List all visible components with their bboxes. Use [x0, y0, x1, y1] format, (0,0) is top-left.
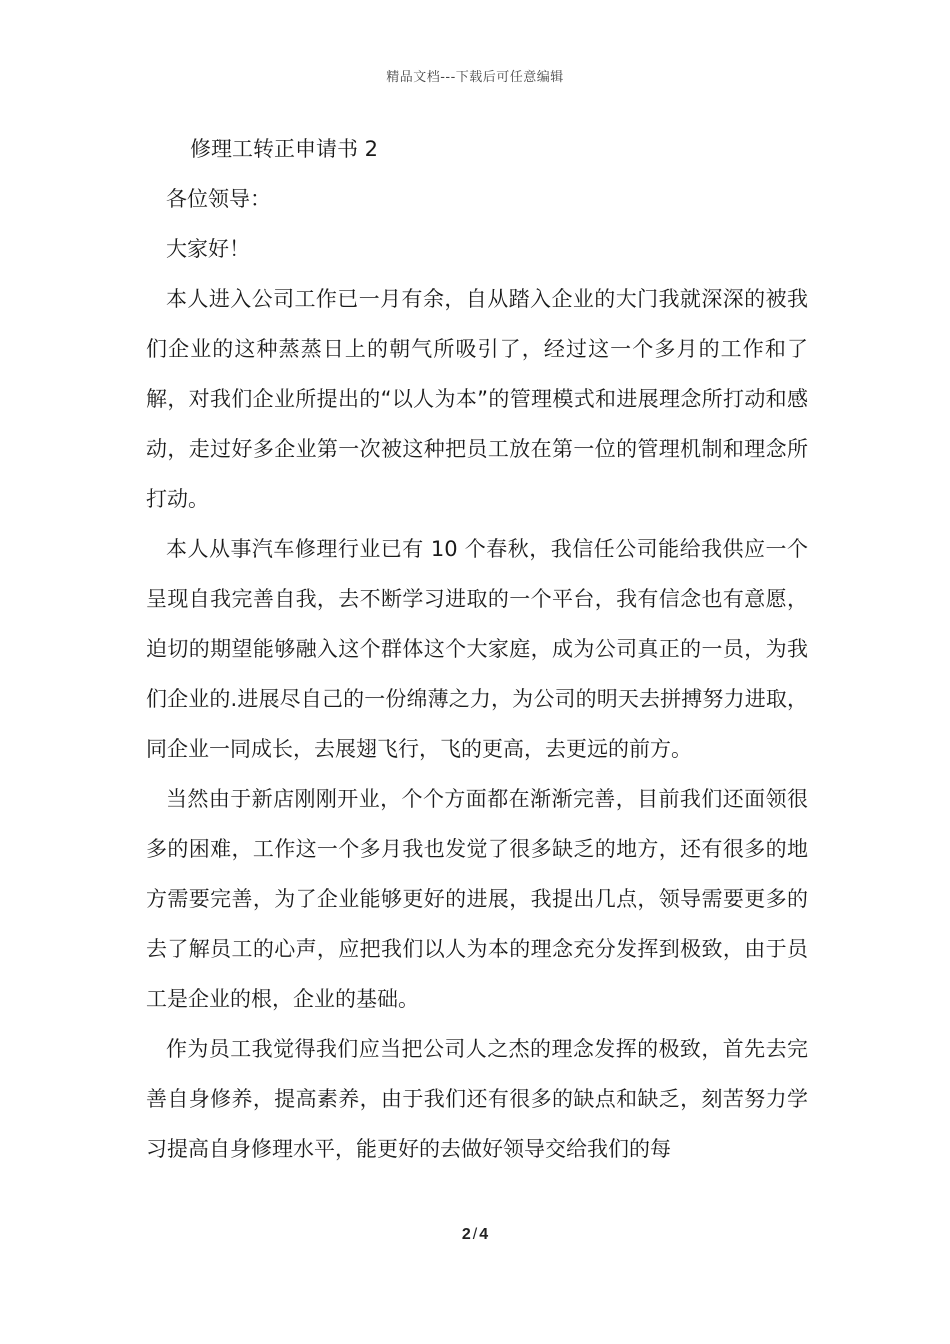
- total-pages: 4: [479, 1226, 489, 1243]
- page-separator: /: [472, 1226, 478, 1243]
- paragraph-1: 本人进入公司工作已一月有余，自从踏入企业的大门我就深深的被我们企业的这种蒸蒸日上的朝气所吸引了，经过这一个多月的工作和了解，对我们企业所提出的“以人为本”的管理模式和进展理念所打动和感动，走过好多企业第一次被这种把员工放在第一位的管理机制和理念所打动。: [146, 287, 808, 511]
- paragraph-4: 作为员工我觉得我们应当把公司人之杰的理念发挥的极致，首先去完善自身修养，提高素养，由于我们还有很多的缺点和缺乏，刻苦努力学习提高自身修理水平，能更好的去做好领导交给我们的每: [146, 1037, 808, 1161]
- page-header: 精品文档---下载后可任意编辑: [386, 70, 564, 85]
- greeting: 大家好！: [166, 237, 250, 261]
- document-body: [146, 124, 808, 1174]
- document-title: 修理工转正申请书 2: [190, 137, 379, 161]
- paragraph-3: 当然由于新店刚刚开业，个个方面都在渐渐完善，目前我们还面领很多的困难，工作这一个多月我也发觉了很多缺乏的地方，还有很多的地方需要完善，为了企业能够更好的进展，我提出几点，领导需要更多的去了解员工的心声，应把我们以人为本的理念充分发挥到极致，由于员工是企业的根，企业的基础。: [146, 787, 808, 1011]
- paragraph-2: 本人从事汽车修理行业已有 10 个春秋，我信任公司能给我供应一个呈现自我完善自我，去不断学习进取的一个平台，我有信念也有意愿，迫切的期望能够融入这个群体这个大家庭，成为公司真正的一员，为我们企业的.进展尽自己的一份绵薄之力，为公司的明天去拼搏努力进取，同企业一同成长，去展翅飞行，飞的更高，去更远的前方。: [146, 537, 808, 761]
- current-page: 2: [461, 1226, 471, 1243]
- page-number: [0, 1226, 950, 1244]
- salutation: 各位领导：: [166, 187, 271, 211]
